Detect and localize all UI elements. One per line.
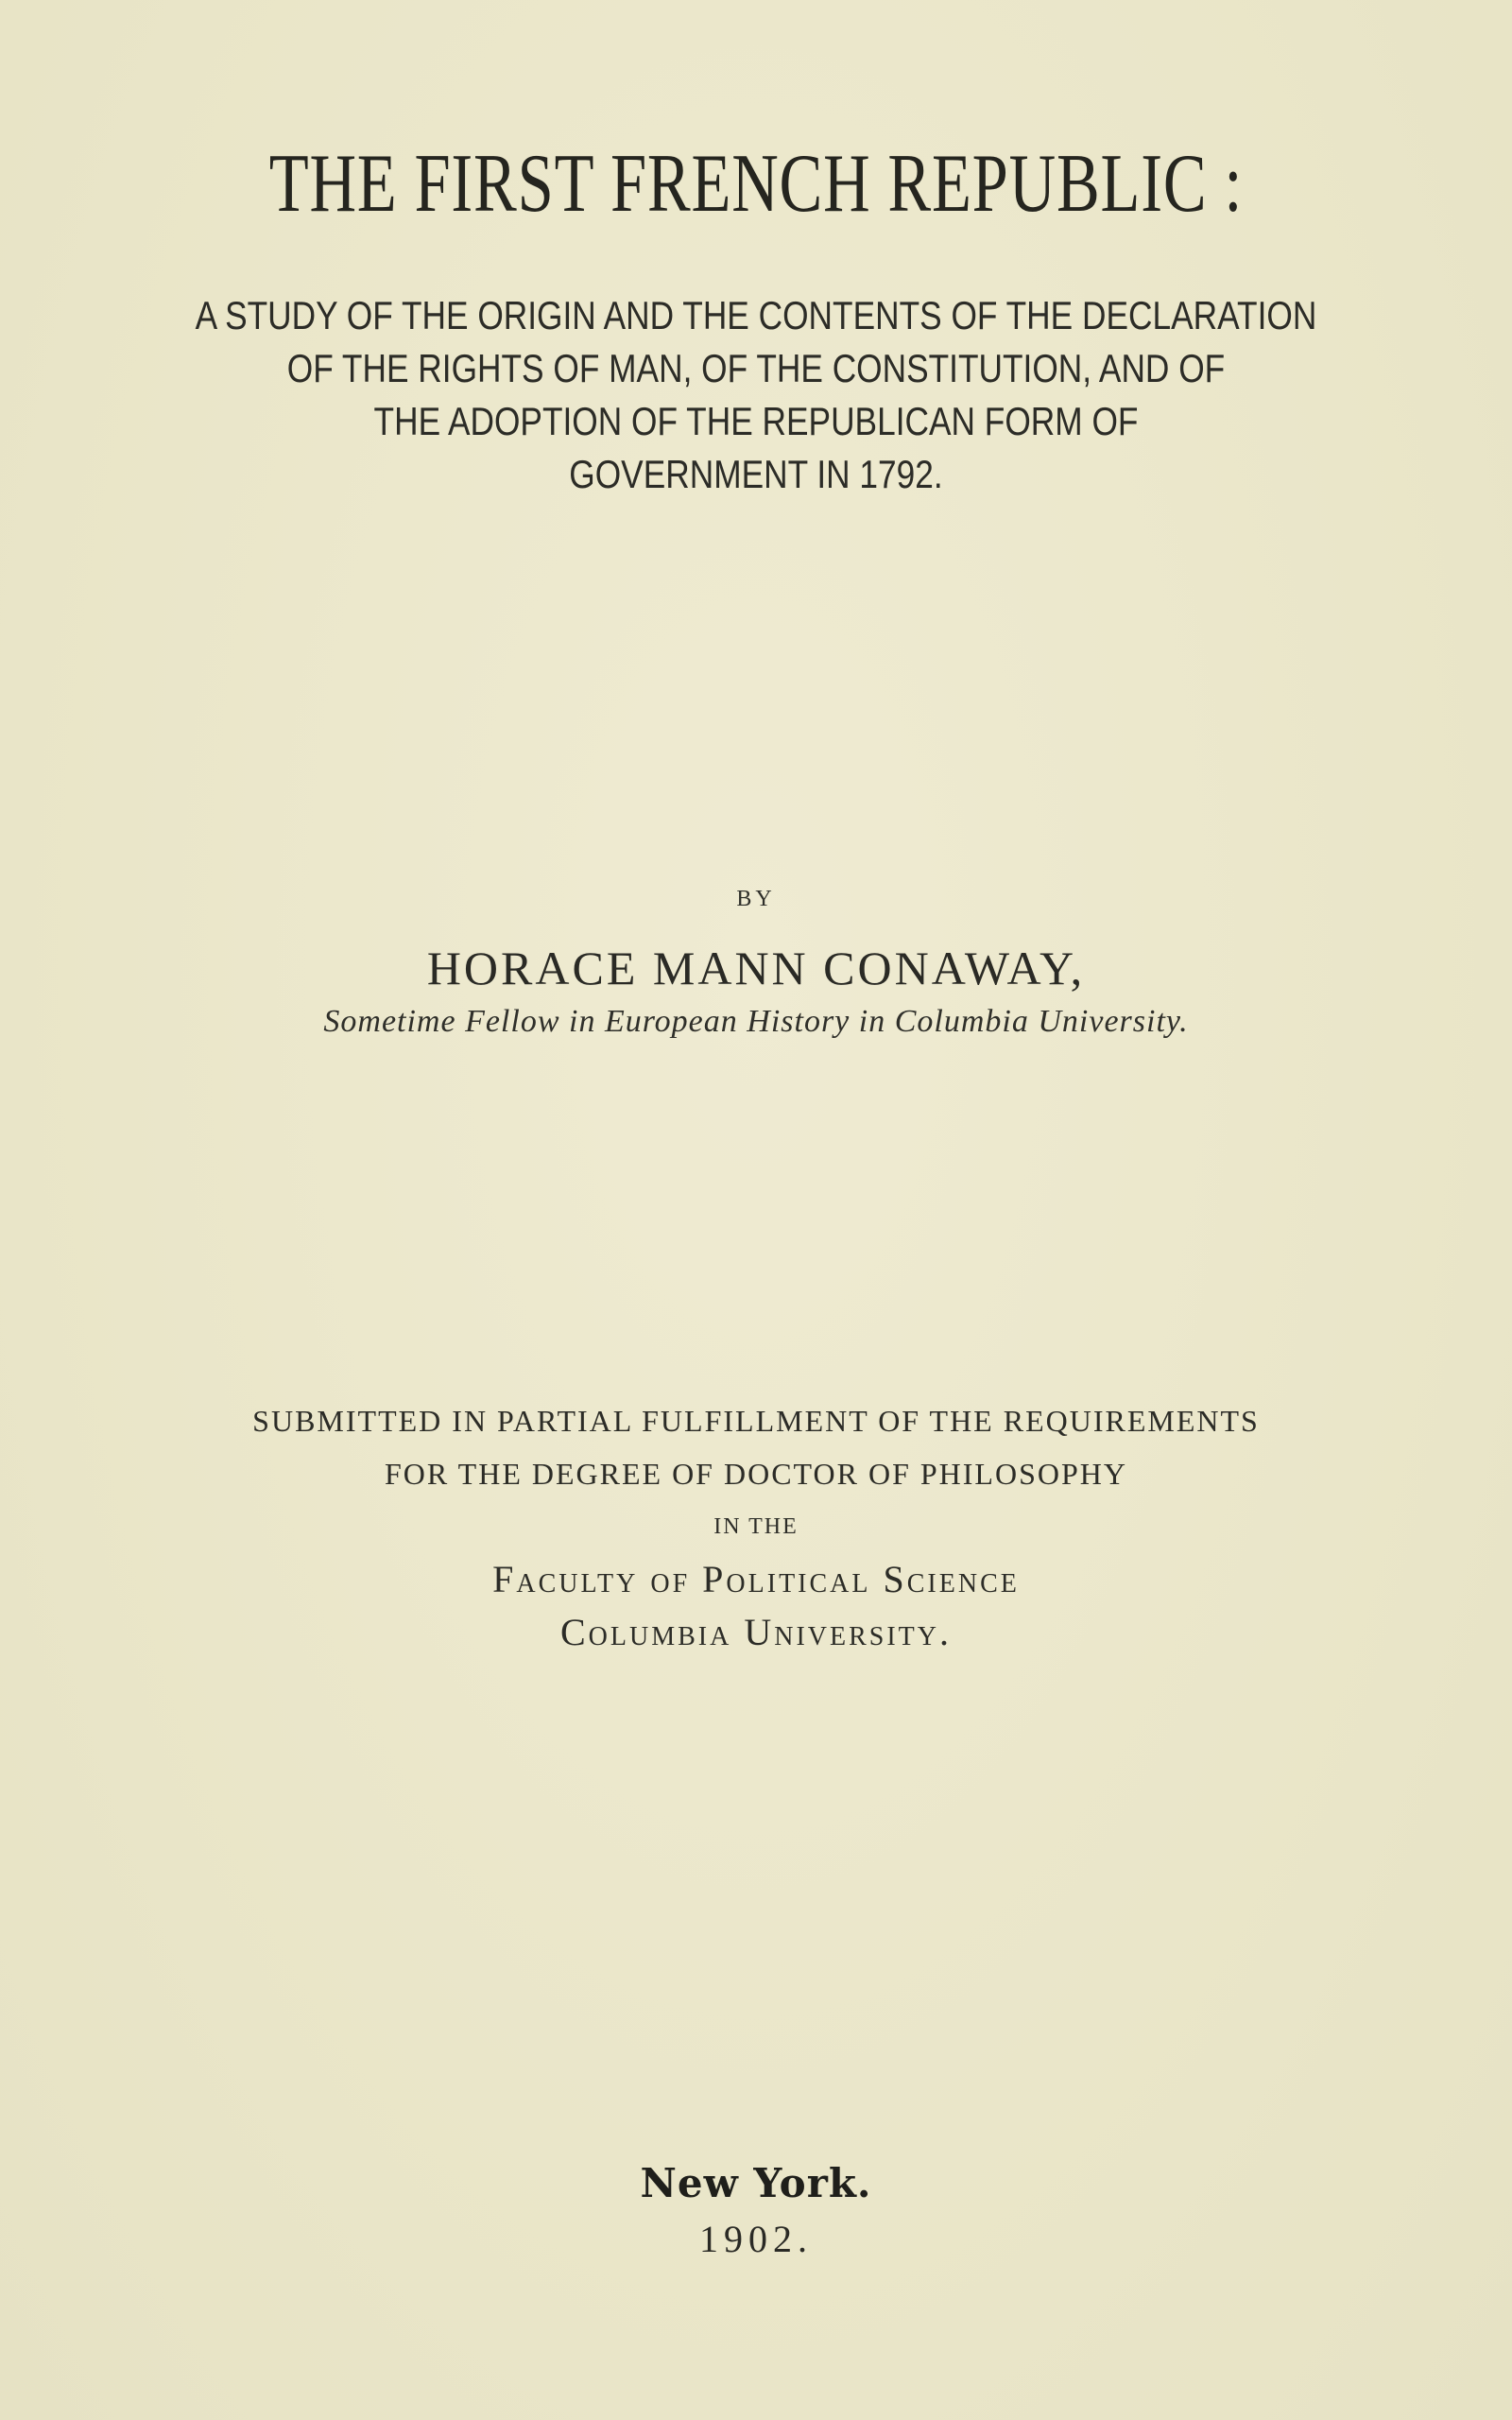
subtitle-line: OF THE RIGHTS OF MAN, OF THE CONSTITUTION, AND OF	[286, 346, 1226, 390]
submission-line: FOR THE DEGREE OF DOCTOR OF PHILOSOPHY	[384, 1457, 1127, 1491]
author-name: HORACE MANN CONAWAY,	[426, 942, 1086, 994]
submission-line: SUBMITTED IN PARTIAL FULFILLMENT OF THE REQUIREMENTS	[252, 1404, 1260, 1438]
subtitle-line: GOVERNMENT IN 1792.	[569, 452, 943, 496]
submission-statement	[0, 1394, 1512, 1659]
book-subtitle	[121, 289, 1391, 501]
by-label: BY	[736, 887, 776, 911]
university-name: Columbia University.	[560, 1611, 952, 1653]
submission-line: IN THE	[713, 1514, 799, 1539]
author-affiliation: Sometime Fellow in European History in Columbia University.	[323, 1004, 1189, 1039]
subtitle-line: A STUDY OF THE ORIGIN AND THE CONTENTS OF THE DECLARATION	[195, 293, 1317, 337]
publication-place: New York.	[640, 2160, 872, 2206]
faculty-name: Faculty of Political Science	[492, 1558, 1020, 1600]
book-title: THE FIRST FRENCH REPUBLIC :	[268, 138, 1244, 230]
subtitle-line: THE ADOPTION OF THE REPUBLICAN FORM OF	[373, 399, 1139, 443]
publication-year: 1902.	[699, 2218, 813, 2260]
